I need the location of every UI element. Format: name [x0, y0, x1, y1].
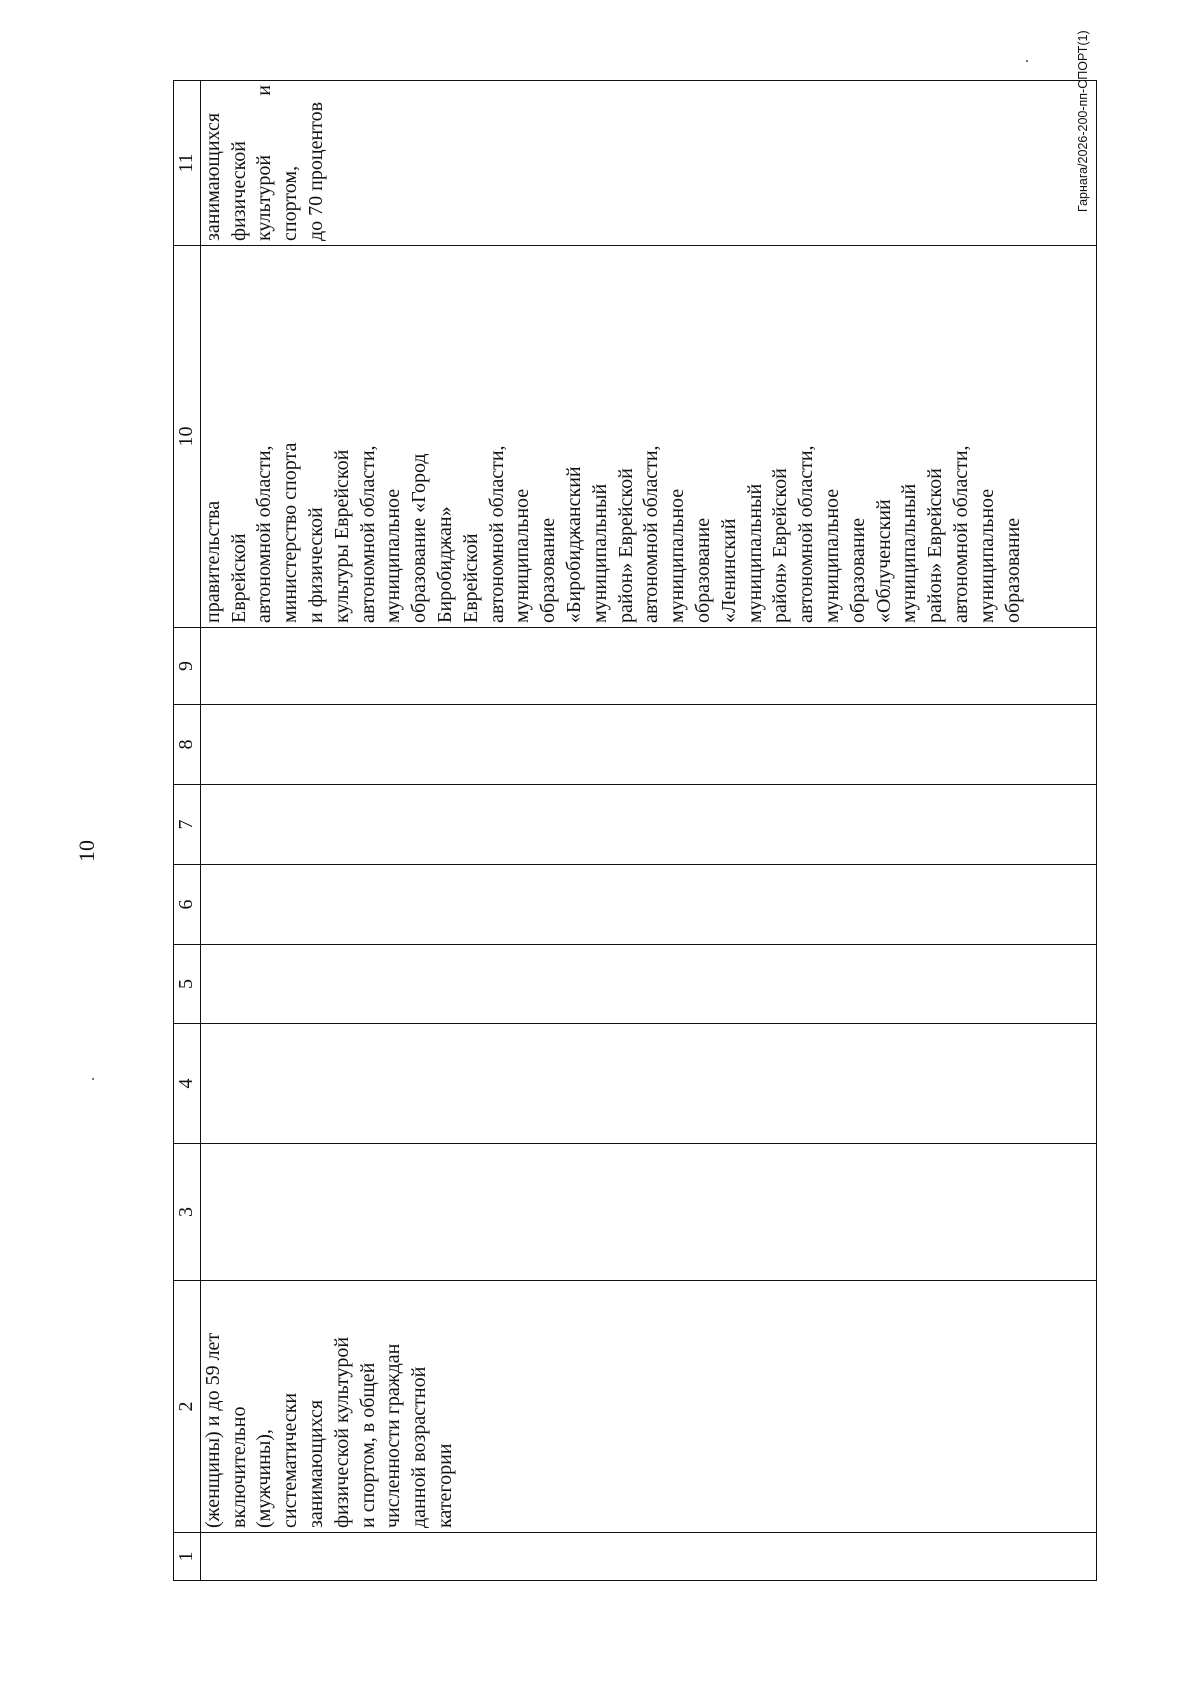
cell-col-3: [200, 1144, 1096, 1281]
column-header-5: 5: [174, 945, 201, 1024]
target-line-2: физической: [227, 141, 250, 241]
target-line-5: до 70 процентов: [304, 101, 327, 241]
column-header-11: 11: [174, 81, 201, 246]
cell-responsible-executors: правительства Еврейской автономной области, министерство спорта и физической культуры Еврейской автономной области, муниципальное образование «Город Биробиджан» Еврейской автономной области, муниципальное образование «Биробиджанский муниципальный район» Еврейской автономной области, муниципальное образование «Ленинский муниципальный район» Еврейской автономной области, муниципальное образование «Облученский муниципальный район» Еврейской автономной области, муниципальное образование: [200, 246, 1096, 628]
target-line-4: спортом,: [279, 165, 302, 241]
target-line-1: занимающихся: [201, 112, 224, 241]
target-line-3: [252, 85, 278, 241]
cell-col-5: [200, 945, 1096, 1024]
cell-target-value: [200, 81, 1096, 246]
cell-col-7: [200, 785, 1096, 865]
scan-speck: [1026, 60, 1028, 62]
column-header-3: 3: [174, 1144, 201, 1281]
cell-indicator-description: (женщины) и до 59 лет включительно (мужчины), систематически занимающихся физической культурой и спортом, в общей численности граждан данной возрастной категории: [200, 1281, 1096, 1533]
column-header-1: 1: [174, 1533, 201, 1581]
table-row: [200, 81, 1096, 1581]
cell-col-8: [200, 705, 1096, 785]
cell-col-9: [200, 628, 1096, 705]
column-header-10: 10: [174, 246, 201, 628]
page-number: 10: [74, 840, 99, 862]
rotated-table-container: [173, 81, 1097, 1581]
target-line-3-conjunction: и: [253, 85, 276, 96]
column-header-4: 4: [174, 1024, 201, 1144]
column-header-6: 6: [174, 865, 201, 945]
scan-speck: [92, 1078, 94, 1080]
column-header-2: 2: [174, 1281, 201, 1533]
column-header-7: 7: [174, 785, 201, 865]
target-line-3-word: культурой: [253, 154, 276, 241]
program-indicators-table: [173, 80, 1097, 1581]
column-header-9: 9: [174, 628, 201, 705]
cell-col-6: [200, 865, 1096, 945]
cell-col-4: [200, 1024, 1096, 1144]
header-row: [174, 81, 201, 1581]
document-id: Гарнага/2026-200-пп-СПОРТ(1): [1076, 30, 1090, 212]
cell-col-1: [200, 1533, 1096, 1581]
column-header-8: 8: [174, 705, 201, 785]
